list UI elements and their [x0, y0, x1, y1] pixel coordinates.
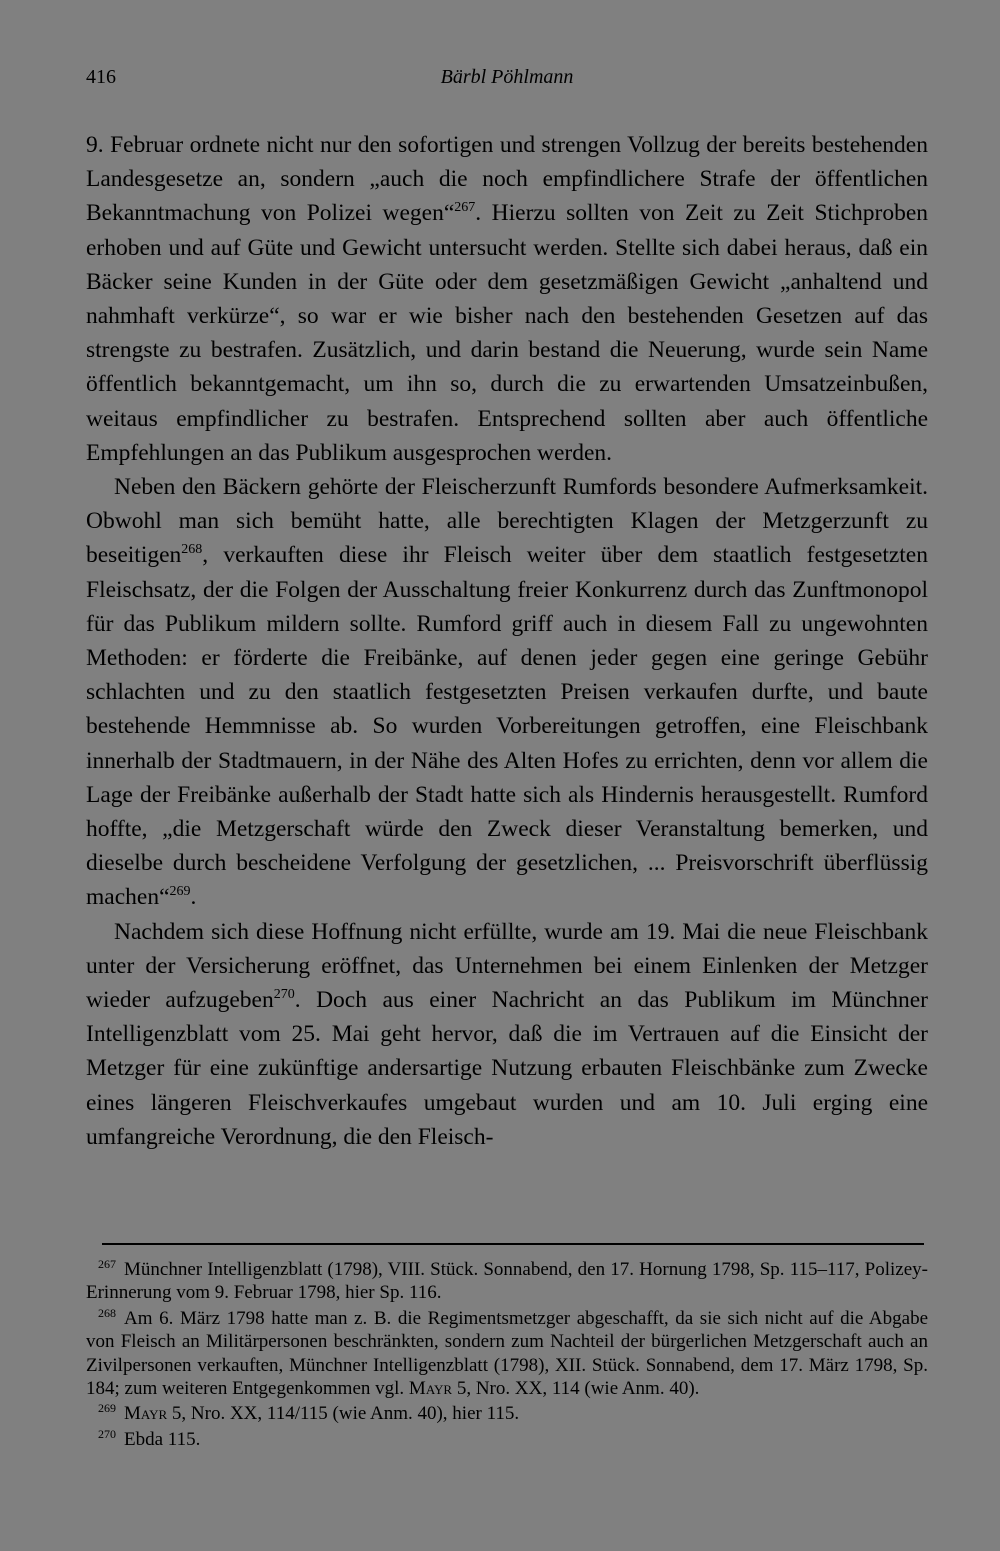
paragraph-3-text-a: Nachdem sich diese Hoffnung nicht erfüllte, wurde am 19. Mai die neue Fleischbank unter der Versicherung eröffnet, das Unternehmen bei einem Einlenken der Metzger wieder aufzugeben [86, 918, 928, 1014]
running-head: Bärbl Pöhlmann [440, 66, 574, 88]
paragraph-2-text-a: Neben den Bäckern gehörte der Fleischerzunft Rumfords besondere Aufmerksamkeit. Obwohl man sich bemüht hatte, alle berechtigten Klagen der Metzgerzunft zu beseitigen [86, 474, 928, 569]
footnote-text: 5, Nro. XX, 114/115 (wie Anm. 40), hier 115. [167, 1403, 520, 1425]
footnotes [86, 1258, 928, 1453]
footnote-text: Münchner Intelligenzblatt (1798), VIII. Stück. Sonnabend, den 17. Hornung 1798, Sp. 115–117, Polizey-Erinnerung vom 9. Februar 1798, hier Sp. 116. [86, 1259, 928, 1304]
paragraph-2-text-c: . [190, 884, 197, 911]
footnote-author: Mayr [124, 1403, 168, 1425]
paragraph-3 [86, 915, 928, 1154]
paragraph-2-text-b: , verkauften diese ihr Fleisch weiter über dem staatlich festgesetzten Fleischsatz, der die Folgen der Ausschaltung freier Konkurrenz durch das Zunftmonopol für das Publikum mildern sollte. Rumford griff auch in diesem Fall zu ungewohnten Methoden: er förderte die Freibänke, auf denen jeder gegen eine geringe Gebühr schlachten und zu den staatlich festgesetzten Preisen verkaufen durfte, und baute bestehende Hemmnisse ab. So wurden Vorbereitungen getroffen, eine Fleischbank innerhalb der Stadtmauern, in der Nähe des Alten Hofes zu errichten, denn vor allem die Lage der Freibänke außerhalb der Stadt hatte sich als Hindernis herausgestellt. Rumford hoffte, „die Metzgerschaft würde den Zweck dieser Veranstaltung bemerken, und dieselbe durch bescheidene Verfolgung der gesetzlichen, ... Preisvorschrift überflüssig machen“ [86, 542, 928, 911]
footnote-author: Mayr [408, 1378, 453, 1400]
body-text [86, 128, 928, 1154]
footnote-269: $^{269}$ Mayr 5, Nro. XX, 114/115 (wie Anm. 40), hier 115. [98, 1401, 520, 1425]
paragraph-2 [86, 470, 928, 915]
paragraph-1 [86, 128, 928, 470]
footnote-text: Ebda 115. [124, 1428, 201, 1450]
footnote-text-b: 5, Nro. XX, 114 (wie Anm. 40). [452, 1378, 700, 1400]
paragraph-3-text-b: . Doch aus einer Nachricht an das Publikum im Münchner Intelligenzblatt vom 25. Mai geht hervor, daß die im Vertrauen auf die Einsicht der Metzger für eine zukünftige andersartige Nutzung erbauten Fleischbänke zum Zwecke eines längeren Fleischverkaufes umgebaut wurden und am 10. Juli erging eine umfangreiche Verordnung, die den Fleisch- [86, 987, 928, 1150]
page-header [86, 66, 928, 96]
footnote-ref-268[interactable]: 268 [181, 542, 203, 558]
paragraph-1-text-a: 9. Februar ordnete nicht nur den sofortigen und strengen Vollzug der bereits bestehenden Landesgesetze an, sondern „auch die noch empfindlichere Strafe der öffentlichen Bekanntmachung von Polizei wegen“ [86, 132, 928, 227]
paragraph-1-text-b: . Hierzu sollten von Zeit zu Zeit Stichproben erhoben und auf Güte und Gewicht untersucht werden. Stellte sich dabei heraus, daß ein Bäcker seine Kunden in der Güte oder dem gesetzmäßigen Gewicht „anhaltend und nahmhaft verkürze“, so war er wie bisher nach den bestehenden Gesetzen auf das strengste zu bestrafen. Zusätzlich, und darin bestand die Neuerung, wurde sein Name öffentlich bekanntgemacht, um ihn so, durch die zu erwartenden Umsatzeinbußen, weitaus empfindlicher zu bestrafen. Entsprechend sollten aber auch öffentliche Empfehlungen an das Publikum ausgesprochen werden. [86, 200, 929, 466]
footnote-268: $^{268}$ Am 6. März 1798 hatte man z. B. die Regimentsmetzger abgeschafft, da sie sich nicht auf die Abgabe von Fleisch an Militärpersonen beschränkten, sondern zum Nachteil der bürgerlichen Metzgerschaft auch an Zivilpersonen verkauften, Münchner Intelligenzblatt (1798), XII. Stück. Sonnabend, dem 17. März 1798, Sp. 184; zum weiteren Entgegenkommen vgl. Mayr 5, Nro. XX, 114 (wie Anm. 40). [86, 1305, 928, 1400]
footnote-ref-270[interactable]: 270 [273, 987, 295, 1003]
footnote-267: $^{267}$ Münchner Intelligenzblatt (1798), VIII. Stück. Sonnabend, den 17. Hornung 1798, Sp. 115–117, Polizey-Erinnerung vom 9. Februar 1798, hier Sp. 116. [86, 1257, 928, 1304]
footnote-divider [102, 1243, 924, 1245]
footnote-ref-267[interactable]: 267 [454, 200, 476, 216]
footnote-text-a: Am 6. März 1798 hatte man z. B. die Regimentsmetzger abgeschafft, da sie sich nicht auf die Abgabe von Fleisch an Militärpersonen beschränkten, sondern zum Nachteil der bürgerlichen Metzgerschaft auch an Zivilpersonen verkauften, Münchner Intelligenzblatt (1798), XII. Stück. Sonnabend, dem 17. März 1798, Sp. 184; zum weiteren Entgegenkommen vgl. [86, 1307, 928, 1400]
footnote-270: $^{270}$ Ebda 115. [98, 1426, 201, 1450]
page-number: 416 [86, 66, 116, 88]
footnote-ref-269[interactable]: 269 [169, 884, 191, 900]
